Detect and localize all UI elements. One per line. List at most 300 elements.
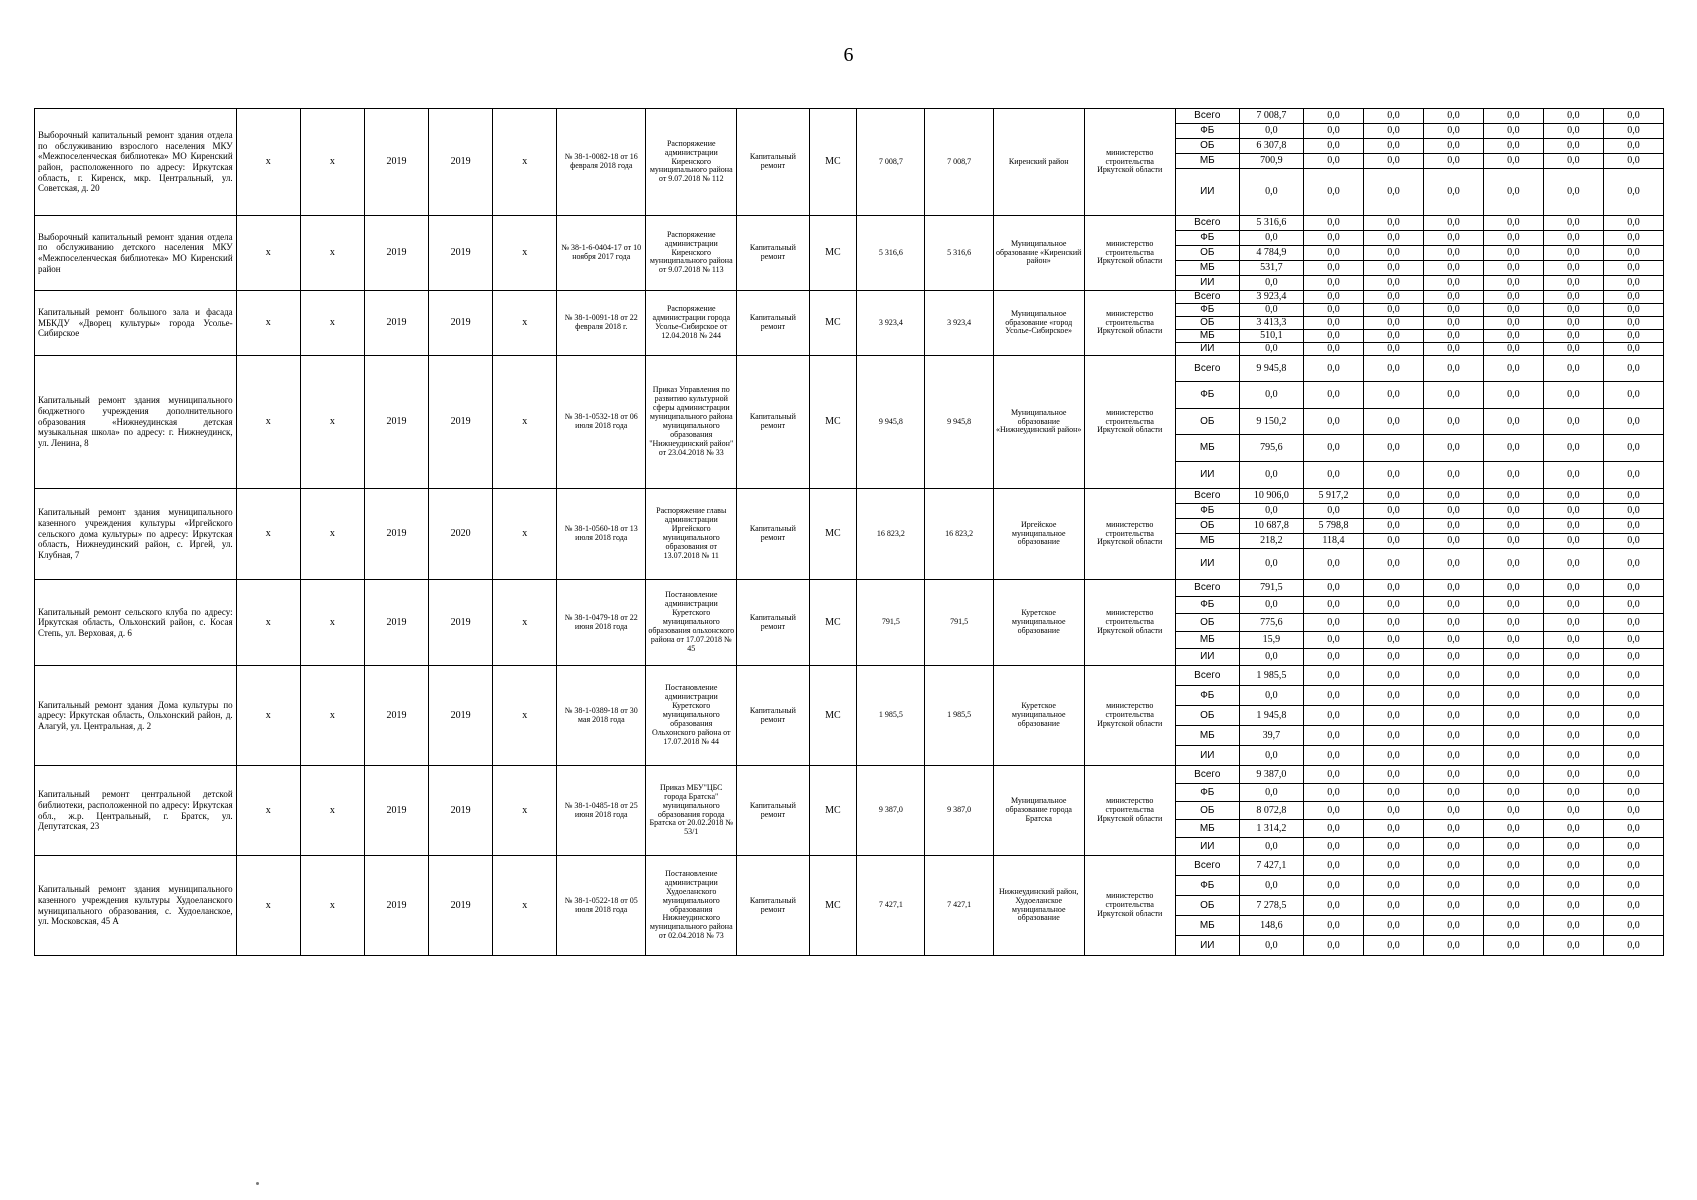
funding-value: 0,0 [1363, 154, 1423, 169]
funding-source-label: ОБ [1175, 139, 1239, 154]
funding-value: 775,6 [1239, 614, 1303, 632]
funding-value: 0,0 [1603, 784, 1663, 802]
funding-value: 0,0 [1483, 109, 1543, 124]
expertise-conclusion: № 38-1-0560-18 от 13 июля 2018 года [557, 489, 646, 580]
funding-value: 0,0 [1483, 632, 1543, 649]
program-objects-table [34, 108, 1664, 956]
funding-value: 0,0 [1483, 409, 1543, 435]
funding-value: 0,0 [1543, 504, 1603, 519]
row-name: Капитальный ремонт здания муниципального бюджетного учреждения дополнительного образования «Нижнеудинская детская музыкальная школа» по адресу: г. Нижнеудинск, ул. Ленина, 8 [35, 356, 237, 489]
remaining-cost: 3 923,4 [925, 291, 993, 356]
funding-value: 0,0 [1543, 896, 1603, 916]
funding-value: 0,0 [1363, 276, 1423, 291]
funding-value: 0,0 [1303, 666, 1363, 686]
funding-value: 0,0 [1543, 597, 1603, 614]
decision-document: Постановление администрации Куретского муниципального образования Ольхонского района от 17.07.2018 № 44 [646, 666, 737, 766]
funding-value: 0,0 [1603, 686, 1663, 706]
funding-value: 0,0 [1423, 109, 1483, 124]
funding-value: 0,0 [1363, 304, 1423, 317]
responsible-executor: министерство строительства Иркутской области [1084, 216, 1175, 291]
funding-value: 0,0 [1303, 261, 1363, 276]
funding-source-label: МБ [1175, 820, 1239, 838]
page-number: 6 [843, 44, 854, 66]
funding-value: 0,0 [1483, 580, 1543, 597]
funding-source-label: ОБ [1175, 706, 1239, 726]
funding-value: 0,0 [1543, 109, 1603, 124]
funding-value: 0,0 [1303, 435, 1363, 462]
scan-dot [256, 1182, 259, 1185]
funding-source-label: ОБ [1175, 896, 1239, 916]
funding-value: 0,0 [1363, 343, 1423, 356]
estimated-cost: 7 427,1 [857, 856, 925, 956]
object-type: МС [809, 856, 857, 956]
estimated-cost: 16 823,2 [857, 489, 925, 580]
start-year: 2019 [364, 356, 428, 489]
funding-value: 0,0 [1603, 726, 1663, 746]
funding-value: 0,0 [1303, 549, 1363, 580]
funding-value: 0,0 [1543, 216, 1603, 231]
funding-value: 0,0 [1543, 291, 1603, 304]
funding-value: 0,0 [1483, 304, 1543, 317]
responsible-executor: министерство строительства Иркутской области [1084, 356, 1175, 489]
funding-value: 0,0 [1543, 356, 1603, 382]
funding-value: 0,0 [1239, 276, 1303, 291]
funding-value: 0,0 [1303, 343, 1363, 356]
funding-value: 795,6 [1239, 435, 1303, 462]
funding-value: 0,0 [1603, 304, 1663, 317]
funding-value: 0,0 [1303, 614, 1363, 632]
expertise-conclusion: № 38-1-0532-18 от 06 июля 2018 года [557, 356, 646, 489]
funding-value: 0,0 [1303, 276, 1363, 291]
funding-value: 0,0 [1239, 504, 1303, 519]
funding-source-label: ИИ [1175, 746, 1239, 766]
funding-value: 0,0 [1543, 139, 1603, 154]
funding-value: 0,0 [1363, 330, 1423, 343]
funding-value: 0,0 [1483, 666, 1543, 686]
row-name: Выборочный капитальный ремонт здания отдела по обслуживанию детского населения МКУ «Межпоселенческая библиотека» МО Киренский район [35, 216, 237, 291]
funding-value: 0,0 [1483, 231, 1543, 246]
work-type: Капитальный ремонт [737, 356, 809, 489]
table-row [35, 856, 1664, 876]
funding-value: 0,0 [1363, 216, 1423, 231]
funding-source-label: ФБ [1175, 784, 1239, 802]
funding-source-label: ФБ [1175, 504, 1239, 519]
funding-value: 0,0 [1363, 784, 1423, 802]
funding-value: 0,0 [1423, 746, 1483, 766]
funding-source-label: МБ [1175, 632, 1239, 649]
funding-value: 0,0 [1543, 916, 1603, 936]
funding-value: 0,0 [1423, 154, 1483, 169]
funding-value: 0,0 [1603, 519, 1663, 534]
funding-value: 0,0 [1543, 124, 1603, 139]
funding-value: 3 923,4 [1239, 291, 1303, 304]
funding-source-label: МБ [1175, 916, 1239, 936]
funding-value: 0,0 [1603, 124, 1663, 139]
funding-source-label: Всего [1175, 580, 1239, 597]
funding-value: 0,0 [1303, 856, 1363, 876]
funding-value: 0,0 [1543, 632, 1603, 649]
work-type: Капитальный ремонт [737, 580, 809, 666]
funding-value: 0,0 [1483, 343, 1543, 356]
funding-value: 1 945,8 [1239, 706, 1303, 726]
table-row [35, 291, 1664, 304]
funding-value: 0,0 [1363, 317, 1423, 330]
object-type: МС [809, 356, 857, 489]
funding-value: 0,0 [1483, 534, 1543, 549]
funding-value: 0,0 [1603, 706, 1663, 726]
funding-value: 0,0 [1423, 261, 1483, 276]
recipient: Муниципальное образование «город Усолье-Сибирское» [993, 291, 1084, 356]
funding-value: 0,0 [1303, 409, 1363, 435]
funding-source-label: МБ [1175, 330, 1239, 343]
funding-value: 0,0 [1603, 343, 1663, 356]
funding-value: 0,0 [1239, 784, 1303, 802]
recipient: Нижнеудинский район, Худоеланское муниципальное образование [993, 856, 1084, 956]
funding-value: 0,0 [1363, 109, 1423, 124]
funding-value: 0,0 [1423, 291, 1483, 304]
funding-value: 0,0 [1423, 519, 1483, 534]
funding-value: 0,0 [1239, 169, 1303, 216]
funding-source-label: ИИ [1175, 462, 1239, 489]
funding-source-label: ОБ [1175, 317, 1239, 330]
funding-source-label: ИИ [1175, 276, 1239, 291]
expertise-conclusion: № 38-1-6-0404-17 от 10 ноября 2017 года [557, 216, 646, 291]
funding-value: 510,1 [1239, 330, 1303, 343]
funding-value: 0,0 [1483, 766, 1543, 784]
funding-value: 1 314,2 [1239, 820, 1303, 838]
funding-value: 0,0 [1423, 534, 1483, 549]
funding-value: 0,0 [1363, 614, 1423, 632]
funding-value: 7 278,5 [1239, 896, 1303, 916]
funding-value: 531,7 [1239, 261, 1303, 276]
funding-value: 0,0 [1363, 916, 1423, 936]
funding-value: 0,0 [1423, 276, 1483, 291]
table-row [35, 356, 1664, 382]
funding-value: 9 150,2 [1239, 409, 1303, 435]
funding-value: 0,0 [1543, 686, 1603, 706]
funding-value: 0,0 [1483, 382, 1543, 409]
recipient: Иргейское муниципальное образование [993, 489, 1084, 580]
marker-cell: x [300, 666, 364, 766]
funding-value: 0,0 [1543, 246, 1603, 261]
funding-value: 0,0 [1363, 291, 1423, 304]
funding-value: 0,0 [1483, 686, 1543, 706]
funding-value: 0,0 [1423, 580, 1483, 597]
funding-value: 0,0 [1543, 330, 1603, 343]
funding-value: 0,0 [1303, 356, 1363, 382]
funding-value: 0,0 [1423, 916, 1483, 936]
funding-value: 0,0 [1603, 856, 1663, 876]
end-year: 2019 [429, 766, 493, 856]
funding-source-label: ОБ [1175, 246, 1239, 261]
funding-value: 0,0 [1543, 382, 1603, 409]
funding-source-label: ОБ [1175, 409, 1239, 435]
funding-value: 0,0 [1239, 124, 1303, 139]
funding-value: 0,0 [1603, 109, 1663, 124]
funding-value: 0,0 [1363, 580, 1423, 597]
estimated-cost: 1 985,5 [857, 666, 925, 766]
funding-value: 0,0 [1483, 896, 1543, 916]
funding-source-label: ФБ [1175, 876, 1239, 896]
funding-value: 0,0 [1483, 597, 1543, 614]
remaining-cost: 16 823,2 [925, 489, 993, 580]
funding-value: 0,0 [1423, 504, 1483, 519]
funding-value: 0,0 [1423, 597, 1483, 614]
expertise-conclusion: № 38-1-0522-18 от 05 июля 2018 года [557, 856, 646, 956]
responsible-executor: министерство строительства Иркутской области [1084, 766, 1175, 856]
marker-cell: x [300, 489, 364, 580]
funding-value: 0,0 [1363, 936, 1423, 956]
funding-value: 0,0 [1483, 489, 1543, 504]
funding-value: 0,0 [1603, 291, 1663, 304]
funding-value: 0,0 [1603, 820, 1663, 838]
funding-value: 0,0 [1423, 686, 1483, 706]
funding-value: 0,0 [1303, 231, 1363, 246]
funding-value: 0,0 [1423, 317, 1483, 330]
funding-value: 0,0 [1363, 876, 1423, 896]
remaining-cost: 9 945,8 [925, 356, 993, 489]
work-type: Капитальный ремонт [737, 291, 809, 356]
marker-cell: x [300, 291, 364, 356]
funding-value: 0,0 [1363, 802, 1423, 820]
funding-value: 700,9 [1239, 154, 1303, 169]
funding-value: 0,0 [1303, 726, 1363, 746]
funding-source-label: ИИ [1175, 649, 1239, 666]
funding-value: 10 687,8 [1239, 519, 1303, 534]
marker-cell: x [493, 766, 557, 856]
funding-value: 0,0 [1363, 838, 1423, 856]
funding-value: 0,0 [1303, 936, 1363, 956]
object-type: МС [809, 109, 857, 216]
remaining-cost: 7 427,1 [925, 856, 993, 956]
funding-value: 0,0 [1483, 139, 1543, 154]
funding-value: 0,0 [1423, 409, 1483, 435]
funding-value: 0,0 [1423, 139, 1483, 154]
funding-value: 0,0 [1303, 139, 1363, 154]
funding-value: 0,0 [1543, 766, 1603, 784]
estimated-cost: 9 945,8 [857, 356, 925, 489]
funding-value: 0,0 [1603, 766, 1663, 784]
funding-source-label: ОБ [1175, 519, 1239, 534]
funding-value: 0,0 [1423, 706, 1483, 726]
responsible-executor: министерство строительства Иркутской области [1084, 666, 1175, 766]
funding-value: 0,0 [1543, 746, 1603, 766]
remaining-cost: 5 316,6 [925, 216, 993, 291]
funding-value: 0,0 [1423, 435, 1483, 462]
funding-value: 791,5 [1239, 580, 1303, 597]
recipient: Муниципальное образование города Братска [993, 766, 1084, 856]
funding-source-label: ИИ [1175, 169, 1239, 216]
funding-value: 0,0 [1603, 746, 1663, 766]
end-year: 2019 [429, 856, 493, 956]
funding-source-label: ФБ [1175, 304, 1239, 317]
funding-value: 0,0 [1239, 876, 1303, 896]
funding-value: 0,0 [1363, 666, 1423, 686]
funding-value: 0,0 [1603, 246, 1663, 261]
end-year: 2020 [429, 489, 493, 580]
funding-value: 148,6 [1239, 916, 1303, 936]
responsible-executor: министерство строительства Иркутской области [1084, 856, 1175, 956]
start-year: 2019 [364, 291, 428, 356]
funding-value: 0,0 [1363, 726, 1423, 746]
marker-cell: x [236, 489, 300, 580]
funding-value: 0,0 [1423, 896, 1483, 916]
funding-value: 0,0 [1239, 382, 1303, 409]
funding-value: 0,0 [1483, 820, 1543, 838]
funding-value: 0,0 [1239, 936, 1303, 956]
funding-value: 0,0 [1423, 462, 1483, 489]
funding-value: 0,0 [1603, 504, 1663, 519]
funding-value: 0,0 [1603, 632, 1663, 649]
marker-cell: x [236, 291, 300, 356]
marker-cell: x [493, 356, 557, 489]
marker-cell: x [236, 216, 300, 291]
funding-value: 9 387,0 [1239, 766, 1303, 784]
object-type: МС [809, 766, 857, 856]
marker-cell: x [493, 109, 557, 216]
funding-value: 0,0 [1303, 802, 1363, 820]
funding-value: 0,0 [1423, 614, 1483, 632]
funding-value: 0,0 [1363, 246, 1423, 261]
table-row [35, 666, 1664, 686]
funding-value: 0,0 [1363, 746, 1423, 766]
funding-value: 0,0 [1483, 549, 1543, 580]
funding-value: 0,0 [1423, 549, 1483, 580]
funding-value: 15,9 [1239, 632, 1303, 649]
start-year: 2019 [364, 216, 428, 291]
estimated-cost: 9 387,0 [857, 766, 925, 856]
funding-source-label: Всего [1175, 291, 1239, 304]
funding-value: 0,0 [1303, 706, 1363, 726]
funding-value: 0,0 [1543, 534, 1603, 549]
funding-value: 0,0 [1363, 706, 1423, 726]
funding-value: 39,7 [1239, 726, 1303, 746]
expertise-conclusion: № 38-1-0485-18 от 25 июня 2018 года [557, 766, 646, 856]
expertise-conclusion: № 38-1-0082-18 от 16 февраля 2018 года [557, 109, 646, 216]
responsible-executor: министерство строительства Иркутской области [1084, 580, 1175, 666]
funding-source-label: ОБ [1175, 614, 1239, 632]
funding-value: 0,0 [1363, 504, 1423, 519]
funding-value: 0,0 [1363, 632, 1423, 649]
responsible-executor: министерство строительства Иркутской области [1084, 109, 1175, 216]
funding-value: 0,0 [1543, 409, 1603, 435]
funding-value: 0,0 [1239, 649, 1303, 666]
funding-value: 5 316,6 [1239, 216, 1303, 231]
funding-value: 0,0 [1363, 649, 1423, 666]
marker-cell: x [236, 766, 300, 856]
funding-value: 0,0 [1543, 802, 1603, 820]
funding-value: 0,0 [1363, 534, 1423, 549]
funding-value: 0,0 [1543, 876, 1603, 896]
recipient: Куретское муниципальное образование [993, 580, 1084, 666]
funding-value: 8 072,8 [1239, 802, 1303, 820]
object-type: МС [809, 291, 857, 356]
funding-value: 0,0 [1483, 330, 1543, 343]
work-type: Капитальный ремонт [737, 856, 809, 956]
funding-value: 0,0 [1423, 649, 1483, 666]
estimated-cost: 3 923,4 [857, 291, 925, 356]
funding-value: 0,0 [1483, 435, 1543, 462]
funding-value: 0,0 [1423, 784, 1483, 802]
funding-source-label: МБ [1175, 726, 1239, 746]
funding-value: 0,0 [1483, 169, 1543, 216]
funding-value: 0,0 [1423, 330, 1483, 343]
funding-value: 0,0 [1603, 916, 1663, 936]
funding-value: 0,0 [1603, 435, 1663, 462]
start-year: 2019 [364, 856, 428, 956]
funding-value: 0,0 [1303, 304, 1363, 317]
funding-value: 0,0 [1423, 876, 1483, 896]
marker-cell: x [236, 580, 300, 666]
funding-source-label: МБ [1175, 261, 1239, 276]
funding-value: 0,0 [1303, 124, 1363, 139]
funding-source-label: Всего [1175, 216, 1239, 231]
funding-source-label: ФБ [1175, 686, 1239, 706]
funding-value: 0,0 [1543, 343, 1603, 356]
recipient: Муниципальное образование «Киренский район» [993, 216, 1084, 291]
funding-value: 1 985,5 [1239, 666, 1303, 686]
funding-value: 0,0 [1603, 936, 1663, 956]
funding-value: 0,0 [1303, 330, 1363, 343]
funding-value: 0,0 [1483, 746, 1543, 766]
decision-document: Приказ МБУ"ЦБС города Братска" муниципального образования города Братска от 20.02.2018 № 53/1 [646, 766, 737, 856]
funding-value: 0,0 [1603, 666, 1663, 686]
funding-value: 0,0 [1603, 154, 1663, 169]
funding-value: 0,0 [1543, 706, 1603, 726]
funding-value: 0,0 [1603, 549, 1663, 580]
marker-cell: x [493, 856, 557, 956]
funding-value: 6 307,8 [1239, 139, 1303, 154]
funding-value: 0,0 [1543, 154, 1603, 169]
funding-value: 0,0 [1239, 549, 1303, 580]
funding-value: 0,0 [1543, 549, 1603, 580]
funding-value: 0,0 [1483, 246, 1543, 261]
row-name: Выборочный капитальный ремонт здания отдела по обслуживанию взрослого населения МКУ «Межпоселенческая библиотека» МО Киренский район, расположенного по адресу: Иркутская область, г. Киренск, мкр. Центральный, ул. Советская, д. 20 [35, 109, 237, 216]
funding-value: 0,0 [1603, 317, 1663, 330]
funding-value: 0,0 [1483, 649, 1543, 666]
work-type: Капитальный ремонт [737, 666, 809, 766]
funding-value: 0,0 [1239, 597, 1303, 614]
marker-cell: x [493, 291, 557, 356]
funding-value: 0,0 [1483, 519, 1543, 534]
funding-value: 0,0 [1423, 382, 1483, 409]
funding-value: 0,0 [1363, 519, 1423, 534]
remaining-cost: 791,5 [925, 580, 993, 666]
remaining-cost: 9 387,0 [925, 766, 993, 856]
funding-value: 0,0 [1603, 276, 1663, 291]
funding-value: 118,4 [1303, 534, 1363, 549]
marker-cell: x [493, 666, 557, 766]
funding-value: 0,0 [1239, 304, 1303, 317]
funding-value: 0,0 [1303, 382, 1363, 409]
funding-value: 0,0 [1423, 820, 1483, 838]
funding-value: 0,0 [1363, 462, 1423, 489]
funding-value: 0,0 [1483, 876, 1543, 896]
funding-value: 9 945,8 [1239, 356, 1303, 382]
funding-value: 0,0 [1603, 139, 1663, 154]
funding-value: 0,0 [1603, 462, 1663, 489]
estimated-cost: 791,5 [857, 580, 925, 666]
remaining-cost: 1 985,5 [925, 666, 993, 766]
funding-value: 3 413,3 [1239, 317, 1303, 330]
table-row [35, 580, 1664, 597]
funding-value: 0,0 [1483, 916, 1543, 936]
funding-value: 0,0 [1423, 216, 1483, 231]
recipient: Киренский район [993, 109, 1084, 216]
funding-value: 0,0 [1303, 291, 1363, 304]
funding-value: 0,0 [1423, 356, 1483, 382]
funding-value: 0,0 [1543, 580, 1603, 597]
